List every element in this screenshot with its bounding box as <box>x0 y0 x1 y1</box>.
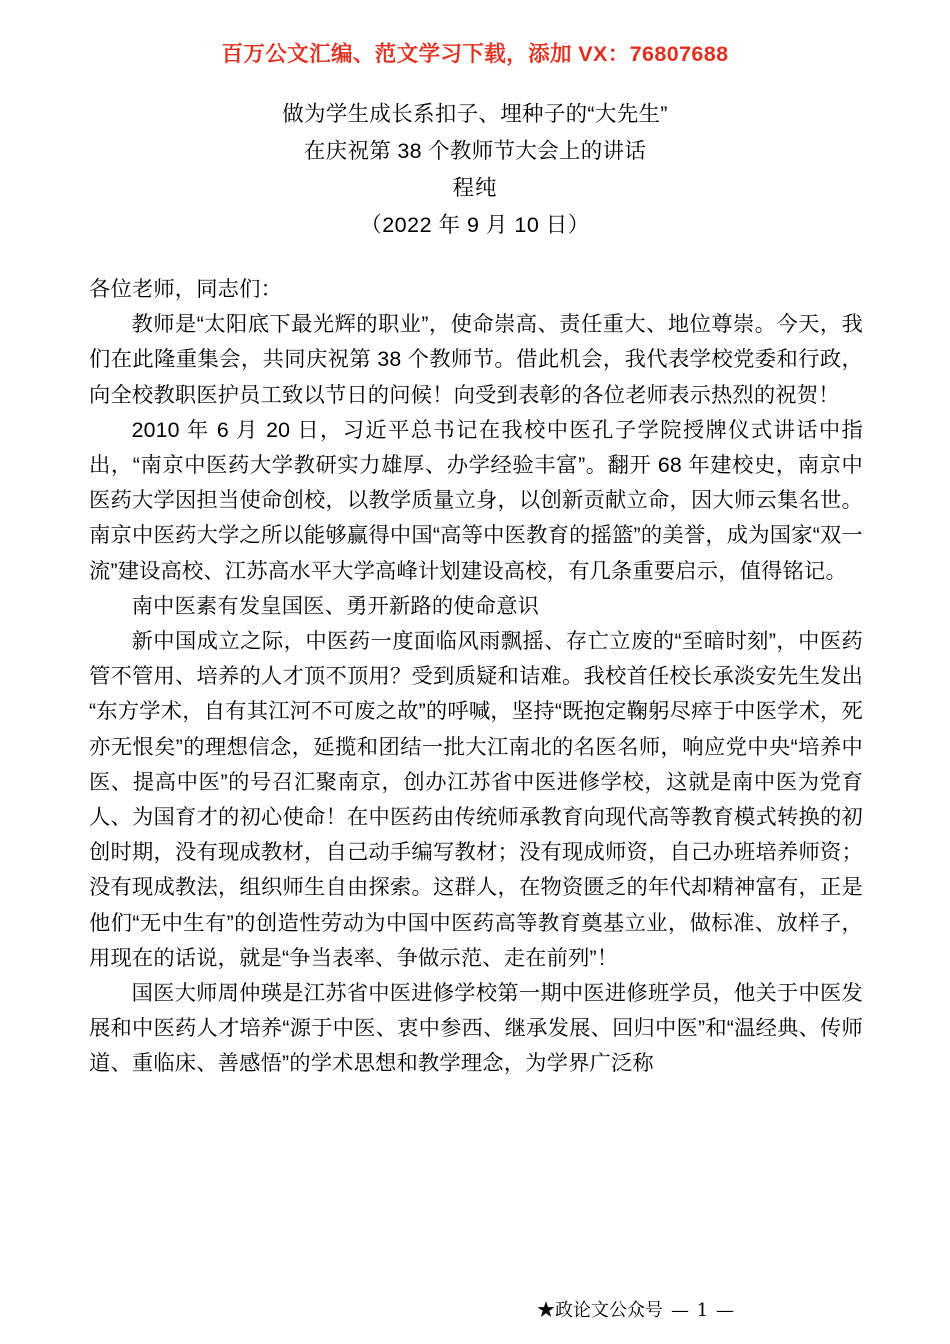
document-body <box>89 272 863 1082</box>
footer-account-mark: ★政论文公众号 <box>537 1300 664 1321</box>
document-title-line-2: 在庆祝第 38 个教师节大会上的讲话 <box>303 139 647 163</box>
footer-inner <box>537 1300 735 1322</box>
paragraph-salutation: 各位老师，同志们： <box>89 277 283 301</box>
page-footer <box>0 1300 950 1322</box>
paragraph-subheading: 南中医素有发皇国医、勇开新路的使命意识 <box>131 593 540 618</box>
paragraph-zhouzhongying: 国医大师周仲瑛是江苏省中医进修学校第一期中医进修班学员，他关于中医发展和中医药人才培养“源于中医、衷中参西、继承发展、回归中医”和“温经典、传师道、重临床、善感悟”的学术思想和教学理念，为学界广泛称 <box>89 981 863 1076</box>
document-title-line-1: 做为学生成长系扣子、埋种子的“大先生” <box>282 102 668 126</box>
page-number: — 1 — <box>671 1300 735 1321</box>
paragraph-greeting: 教师是“太阳底下最光辉的职业”，使命崇高、责任重大、地位尊崇。今天，我们在此隆重集会，共同庆祝第 38 个教师节。借此机会，我代表学校党委和行政，向全校教职医护员工致以节日的问候！向受到表彰的各位老师表示热烈的祝贺！ <box>89 312 863 407</box>
paragraph-history: 2010 年 6 月 20 日，习近平总书记在我校中医孔子学院授牌仪式讲话中指出，“南京中医药大学教研实力雄厚、办学经验丰富”。翻开 68 年建校史，南京中医药大学因担当使命创校，以教学质量立身，以创新贡献立命，因大师云集名世。南京中医药大学之所以能够赢得中国“高等中医教育的摇篮”的美誉，成为国家“双一流”建设高校、江苏高水平大学高峰计划建设高校，有几条重要启示，值得铭记。 <box>89 417 863 583</box>
document-author: 程纯 <box>452 176 498 200</box>
document-date: （2022 年 9 月 10 日） <box>360 213 590 237</box>
promo-banner-text: 百万公文汇编、范文学习下载，添加 VX：76807688 <box>221 42 729 66</box>
paragraph-founding: 新中国成立之际，中医药一度面临风雨飘摇、存亡立废的“至暗时刻”，中医药管不管用、培养的人才顶不顶用？受到质疑和诘难。我校首任校长承淡安先生发出“东方学术，自有其江河不可废之故”的呼喊，坚持“既抱定鞠躬尽瘁于中医学术，死亦无恨矣”的理想信念，延揽和团结一批大江南北的名医名师，响应党中央“培养中医、提高中医”的号召汇聚南京，创办江苏省中医进修学校，这就是南中医为党育人、为国育才的初心使命！在中医药由传统师承教育向现代高等教育模式转换的初创时期，没有现成教材，自己动手编写教材；没有现成师资，自己办班培养师资；没有现成教法，组织师生自由探索。这群人，在物资匮乏的年代却精神富有，正是他们“无中生有”的创造性劳动为中国中医药高等教育奠基立业，做标准、放样子，用现在的话说，就是“争当表率、争做示范、走在前列”！ <box>89 629 863 970</box>
document-title-block <box>0 96 950 244</box>
